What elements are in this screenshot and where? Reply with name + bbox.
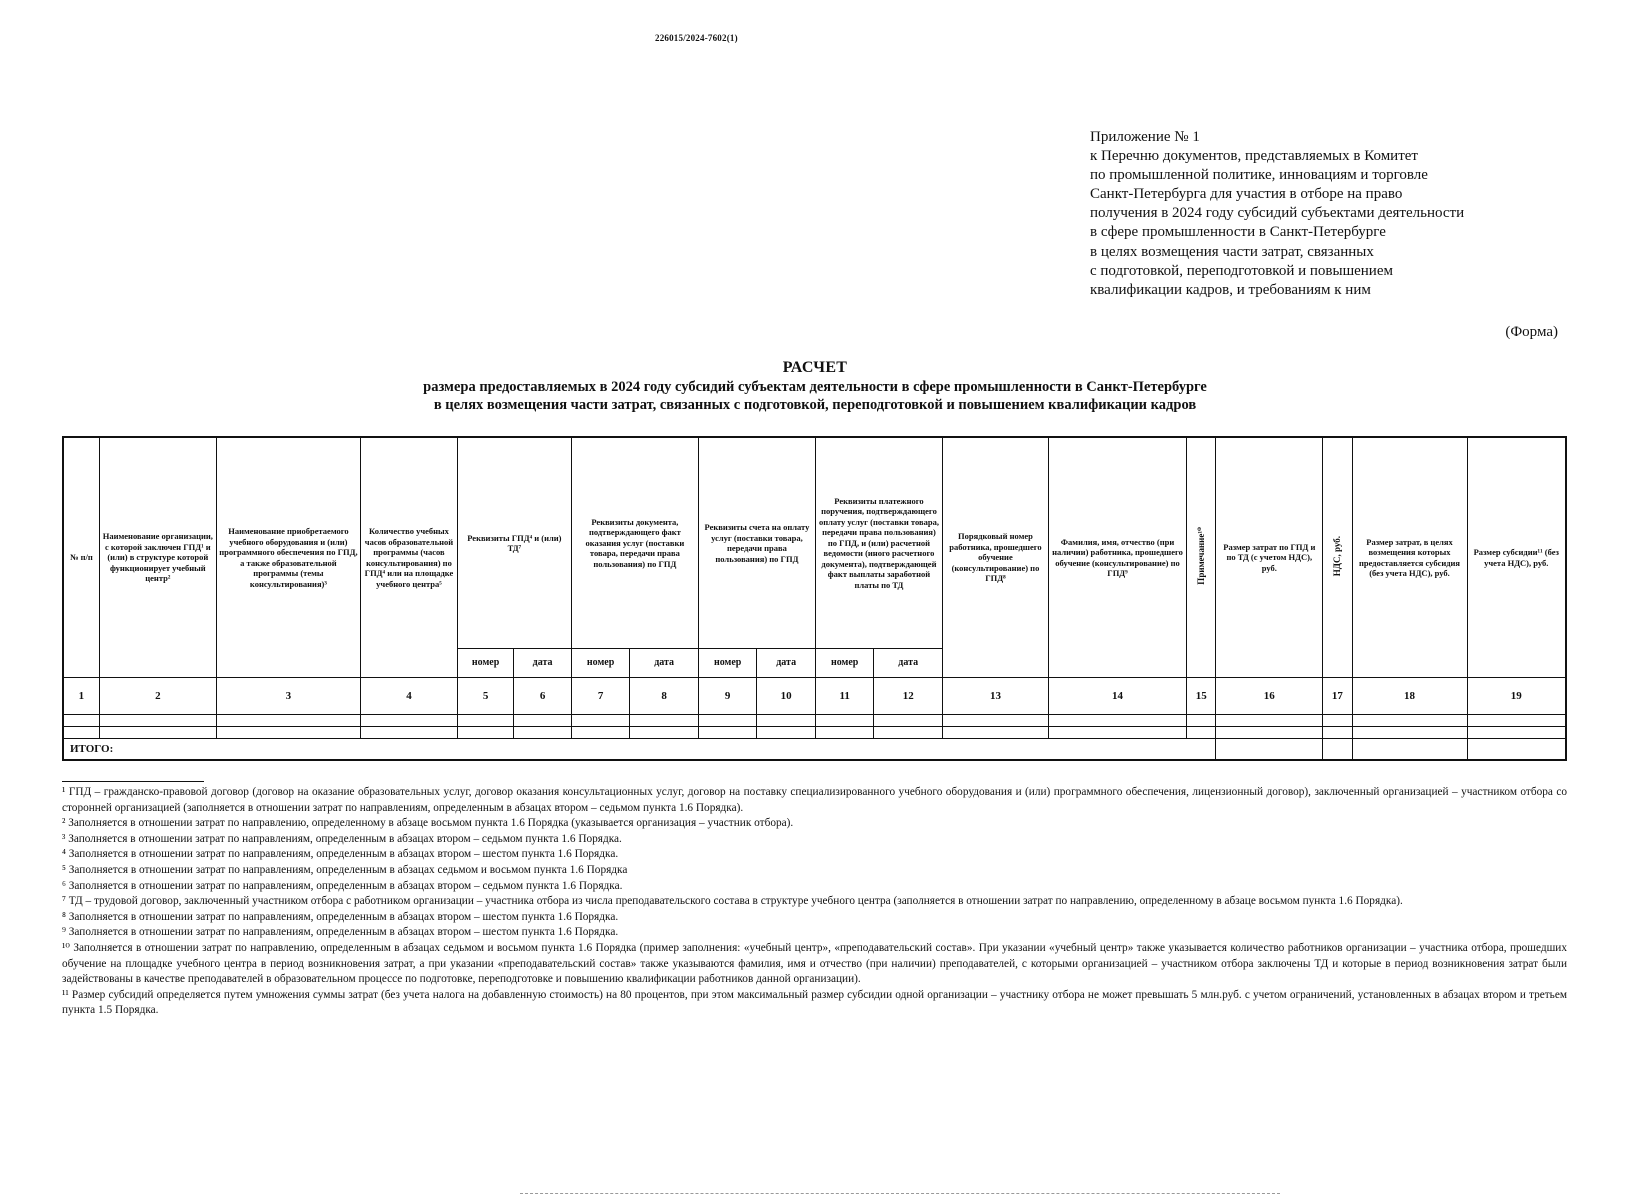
- document-title: [60, 358, 1570, 414]
- appendix-line: Санкт-Петербурга для участия в отборе на право: [1090, 186, 1403, 203]
- column-number: 19: [1467, 678, 1566, 715]
- column-number: 9: [698, 678, 757, 715]
- scan-artifact-line: [520, 1193, 1280, 1194]
- subheader-data: дата: [874, 649, 943, 678]
- subheader-nomer: номер: [698, 649, 757, 678]
- subheader-data: дата: [630, 649, 699, 678]
- header-col-4: Количество учебных часов образовательной программы (часов консультирования) по ГПД⁴ или на площадке учебного центра⁵: [361, 437, 458, 678]
- title-line-3: в целях возмещения части затрат, связанных с подготовкой, переподготовкой и повышением квалификации кадров: [433, 397, 1197, 413]
- header-col-18: Размер затрат, в целях возмещения которых предоставляется субсидия (без учета НДС), руб.: [1352, 437, 1467, 678]
- subheader-data: дата: [514, 649, 571, 678]
- header-col-17-text: НДС, руб.: [1332, 536, 1343, 577]
- footnote: ¹¹ Размер субсидий определяется путем умножения суммы затрат (без учета налога на добавленную стоимость) на 80 процентов, при этом максимальный размер субсидии одной организации – участнику отбора не может превышать 5 млн.руб. с учетом ограничений, установленных в абзацах втором и третьем пункта 1.5 Порядка.: [62, 988, 1567, 1017]
- header-col-1: № п/п: [63, 437, 99, 678]
- total-row: [63, 739, 1566, 761]
- table-row: [63, 715, 1566, 727]
- document-number: 226015/2024-7602(1): [655, 33, 738, 43]
- footnote: ¹⁰ Заполняется в отношении затрат по направлению, определенным в абзацах седьмом и восьмом пункта 1.6 Порядка (пример заполнения: «учебный центр», «преподавательский состав». При указании «учебный центр» также указывается количество работников организации – участника отбора, прошедших обучение на площадке учебного центра в период возникновения затрат, а при указании «преподавательский состав» также указываются фамилия, имя и отчество (при наличии) преподавателей, с которыми организацией – участником отбора заключены ТД и которые в период возникновения затрат были задействованы в качестве преподавателей в образовательном процессе по подготовке, переподготовке и повышению квалификации работников данной организации).: [62, 941, 1567, 986]
- footnotes: [62, 785, 1567, 1019]
- column-number: 1: [63, 678, 99, 715]
- total-vat-cell: [1323, 739, 1352, 761]
- footnote: ⁸ Заполняется в отношении затрат по направлениям, определенным в абзацах втором – шестом пункта 1.6 Порядка.: [62, 910, 619, 923]
- appendix-line: Приложение № 1: [1090, 129, 1200, 145]
- appendix-line: с подготовкой, переподготовкой и повышением: [1090, 262, 1393, 279]
- column-number: 7: [571, 678, 630, 715]
- appendix-line: к Перечню документов, представляемых в Комитет: [1090, 148, 1418, 165]
- footnote: ⁹ Заполняется в отношении затрат по направлениям, определенным в абзацах втором – шестом пункта 1.6 Порядка.: [62, 926, 619, 939]
- column-number: 2: [99, 678, 216, 715]
- appendix-line: по промышленной политике, инновациям и торговле: [1090, 167, 1428, 184]
- footnote-divider: [62, 781, 204, 782]
- column-number: 3: [216, 678, 360, 715]
- footnote: ⁶ Заполняется в отношении затрат по направлениям, определенным в абзацах втором – седьмом пункта 1.6 Порядка.: [62, 879, 623, 892]
- total-cost-net-cell: [1352, 739, 1467, 761]
- subheader-nomer: номер: [457, 649, 513, 678]
- column-number: 18: [1352, 678, 1467, 715]
- column-number: 17: [1323, 678, 1352, 715]
- header-col-17: [1323, 437, 1352, 678]
- subheader-data: дата: [757, 649, 816, 678]
- header-col-13: Порядковый номер работника, прошедшего обучение (консультирование) по ГПД⁸: [943, 437, 1049, 678]
- appendix-line: квалификации кадров, и требованиям к ним: [1090, 281, 1371, 298]
- form-label: (Форма): [1505, 324, 1558, 340]
- total-cost-cell: [1216, 739, 1323, 761]
- appendix-line: в сфере промышленности в Санкт-Петербурге: [1090, 224, 1386, 241]
- subheader-nomer: номер: [815, 649, 874, 678]
- title-line-1: РАСЧЕТ: [782, 359, 848, 376]
- column-number: 15: [1187, 678, 1216, 715]
- header-col-11-12: Реквизиты платежного поручения, подтверждающего оплату услуг (поставки товара, передачи права пользования) по ГПД, и (или) расчетной ведомости (иного расчетного документа), подтверждающей факт выплаты заработной платы по ТД: [815, 437, 942, 649]
- appendix-block: [1090, 128, 1510, 300]
- footnote: ⁴ Заполняется в отношении затрат по направлениям, определенным в абзацах втором – шестом пункта 1.6 Порядка.: [62, 848, 619, 861]
- header-col-19: Размер субсидии¹¹ (без учета НДС), руб.: [1467, 437, 1566, 678]
- footnote: ⁷ ТД – трудовой договор, заключенный участником отбора с работником организации – участника отбора из числа преподавательского состава в структуре учебного центра (заполняется в отношении затрат по направлению, определенному в абзаце восьмом пункта 1.6 Порядка).: [62, 895, 1403, 908]
- footnote: ¹ ГПД – гражданско-правовой договор (договор на оказание образовательных услуг, договор оказания консультационных услуг, договор на поставку специализированного учебного оборудования и (или) программного обеспечения, лицензионный договор), заключенный организацией – участником отбора со сторонней организацией (заполняется в отношении затрат по направлениям, определенным в абзацах втором – седьмом пункта 1.6 Порядка).: [62, 786, 1567, 814]
- header-col-2: Наименование организации, с которой заключен ГПД¹ и (или) в структуре которой функционирует учебный центр²: [99, 437, 216, 678]
- footnote: ² Заполняется в отношении затрат по направлению, определенному в абзаце восьмом пункта 1.6 Порядка (указывается организация – участник отбора).: [62, 817, 794, 830]
- header-col-3: Наименование приобретаемого учебного оборудования и (или) программного обеспечения по ГПД, а также образовательной программы (темы консультирования)³: [216, 437, 360, 678]
- column-number-row: [63, 678, 1566, 715]
- header-col-15-text: Примечание¹⁰: [1195, 527, 1206, 586]
- header-col-7-8: Реквизиты документа, подтверждающего факт оказания услуг (поставки товара, передачи права пользования) по ГПД: [571, 437, 698, 649]
- column-number: 10: [757, 678, 816, 715]
- calculation-table: [62, 436, 1567, 761]
- appendix-line: получения в 2024 году субсидий субъектами деятельности: [1090, 205, 1465, 222]
- appendix-line: в целях возмещения части затрат, связанных: [1090, 243, 1374, 260]
- column-number: 4: [361, 678, 458, 715]
- header-col-5-6: Реквизиты ГПД⁴ и (или) ТД⁷: [457, 437, 571, 649]
- column-number: 11: [815, 678, 874, 715]
- column-number: 6: [514, 678, 571, 715]
- header-col-14: Фамилия, имя, отчество (при наличии) работника, прошедшего обучение (консультирование) по ГПД⁹: [1048, 437, 1186, 678]
- column-number: 16: [1216, 678, 1323, 715]
- column-number: 14: [1048, 678, 1186, 715]
- total-subsidy-cell: [1467, 739, 1566, 761]
- column-number: 13: [943, 678, 1049, 715]
- header-col-15: [1187, 437, 1216, 678]
- header-col-9-10: Реквизиты счета на оплату услуг (поставки товара, передачи права пользования) по ГПД: [698, 437, 815, 649]
- footnote: ³ Заполняется в отношении затрат по направлениям, определенным в абзацах втором – седьмом пункта 1.6 Порядка.: [62, 832, 622, 845]
- column-number: 5: [457, 678, 513, 715]
- column-number: 12: [874, 678, 943, 715]
- column-number: 8: [630, 678, 699, 715]
- subheader-nomer: номер: [571, 649, 630, 678]
- header-row: [63, 437, 1566, 649]
- title-line-2: размера предоставляемых в 2024 году субсидий субъектам деятельности в сфере промышленности в Санкт-Петербурге: [423, 379, 1207, 395]
- footnote: ⁵ Заполняется в отношении затрат по направлениям, определенным в абзацах седьмом и восьмом пункта 1.6 Порядка: [62, 863, 628, 876]
- total-label: ИТОГО:: [63, 739, 1216, 761]
- table-row: [63, 727, 1566, 739]
- header-col-16: Размер затрат по ГПД и по ТД (с учетом НДС), руб.: [1216, 437, 1323, 678]
